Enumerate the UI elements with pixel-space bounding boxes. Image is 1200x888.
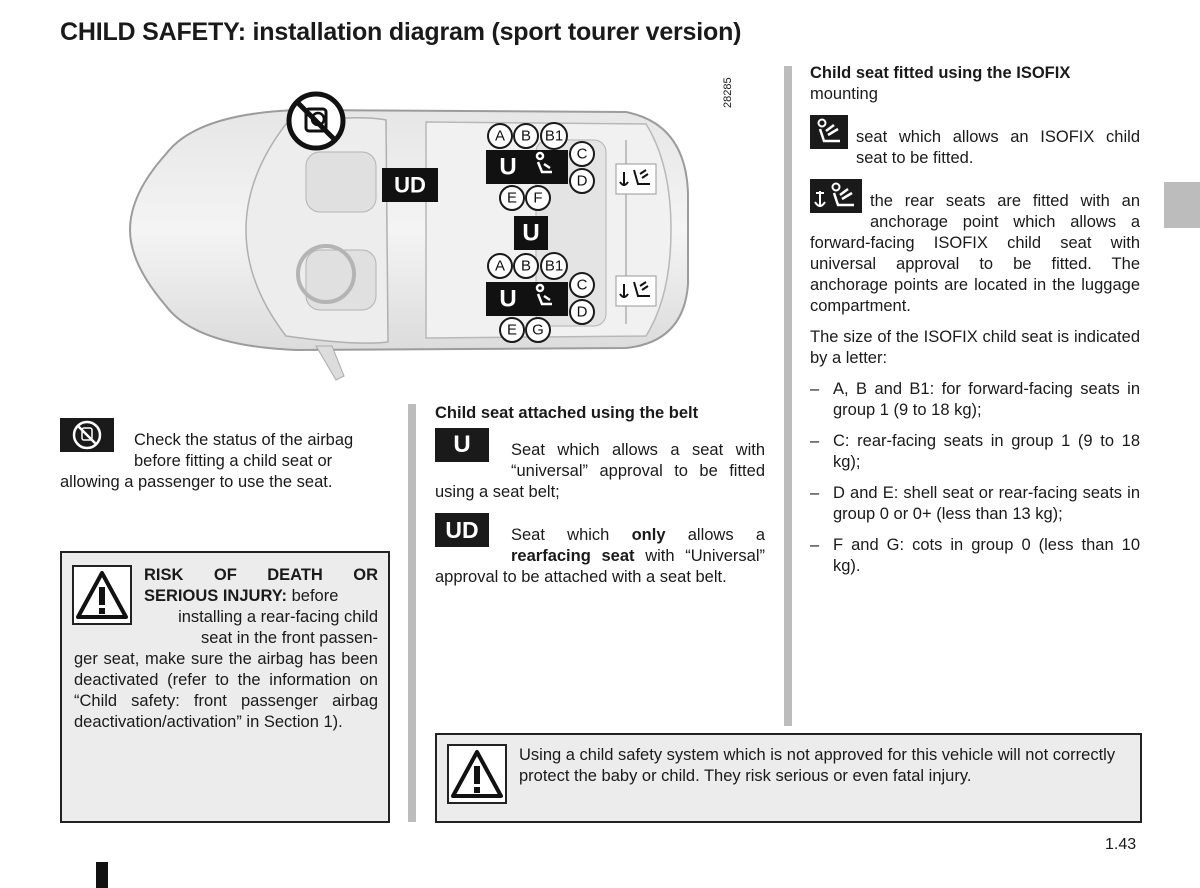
page-number: 1.43 — [1105, 836, 1137, 853]
warning-bottom-text: Using a child safety system which is not approved for this vehicle will not correctly protect the baby or child. They risk serious or even fatal injury. — [519, 746, 1116, 785]
airbag-deactivated-icon — [289, 94, 343, 148]
airbag-note — [60, 418, 390, 493]
isofix-anchor-icon — [810, 179, 862, 213]
size-letter: B1 — [544, 127, 564, 145]
figure-code: 28285 — [722, 77, 734, 108]
isofix-anchor-seat-icon — [616, 164, 656, 194]
column-divider-right — [784, 66, 792, 726]
size-letter: D — [576, 303, 588, 321]
section-tab — [1164, 182, 1200, 228]
car-seating-diagram — [126, 84, 692, 384]
list-item: – A, B and B1: for forward-facing seats in group 1 (9 to 18 kg); — [810, 379, 1140, 421]
corner-mark — [96, 862, 108, 888]
size-letter: C — [576, 276, 588, 294]
isofix-size-text: The size of the ISOFIX child seat is indicated by a letter: — [810, 328, 1140, 367]
isofix-section — [810, 63, 1140, 587]
side-mirror — [316, 346, 344, 380]
size-letter: B — [520, 257, 532, 275]
u-rear-middle-label: U — [522, 219, 540, 247]
ud-front-label: UD — [394, 172, 426, 198]
warning-box-left — [60, 551, 390, 823]
warning-heading: RISK OF DEATH OR SERIOUS INJURY: — [144, 566, 378, 605]
airbag-note-rest: before fitting a child seat or allowing a passenger to use the seat. — [60, 452, 333, 491]
warning-rest: ger seat, make sure the airbag has been deactivated (refer to the information on “Child safety: front passenger airbag deactivation/activation” in Section 1). — [74, 650, 378, 731]
size-letter: G — [532, 321, 544, 339]
airbag-off-icon — [60, 418, 114, 452]
isofix-heading2: mounting — [810, 85, 878, 103]
isofix-heading: Child seat fitted using the ISOFIX — [810, 64, 1071, 82]
column-divider-middle — [408, 404, 416, 822]
warning-line2: installing a rear-facing child — [178, 608, 378, 626]
u-rear-bottom-label: U — [499, 285, 517, 313]
ud-symbol: UD — [435, 513, 489, 547]
isofix-anchor-seat-icon — [616, 276, 656, 306]
size-letter: E — [506, 321, 518, 339]
u-symbol: U — [435, 428, 489, 462]
isofix-seat-icon — [810, 115, 848, 149]
belt-section — [435, 403, 765, 588]
page-title: CHILD SAFETY: installation diagram (sport tourer version) — [60, 18, 742, 46]
front-seat-left — [306, 152, 376, 212]
size-letter: C — [576, 145, 588, 163]
airbag-note-first: Check the status of the airbag — [134, 431, 354, 449]
u-rear-top-label: U — [499, 153, 517, 181]
size-letter: F — [533, 189, 543, 207]
size-letter: A — [494, 257, 506, 275]
size-letter: B — [520, 127, 532, 145]
ud-description: Seat which only allows a rearfacing seat with “Universal” approval to be attached with a seat belt. — [435, 526, 765, 586]
size-letter: B1 — [544, 257, 564, 275]
isofix-anchor-text: the rear seats are fitted with an anchorage point which allows a forward-facing ISOFIX child seat with universal approval to be fitted. The anchorage points are located in the luggage compartment. — [810, 192, 1140, 315]
u-description: Seat which allows a seat with “universal” approval to be fitted using a seat belt; — [435, 441, 765, 501]
warning-line1: before — [291, 587, 339, 605]
belt-heading: Child seat attached using the belt — [435, 404, 699, 422]
list-item: – D and E: shell seat or rear-facing seats in group 0 or 0+ (less than 13 kg); — [810, 483, 1140, 525]
list-item: – F and G: cots in group 0 (less than 10 kg). — [810, 535, 1140, 577]
size-letter: A — [494, 127, 506, 145]
isofix-size-list — [810, 379, 1140, 577]
isofix-seat-text: seat which allows an ISOFIX child seat to be fitted. — [856, 128, 1140, 167]
list-item: – C: rear-facing seats in group 1 (9 to 18 kg); — [810, 431, 1140, 473]
warning-line3: seat in the front passen- — [200, 629, 378, 647]
warning-box-bottom — [435, 733, 1142, 823]
warning-icon — [447, 744, 507, 804]
size-letter: E — [506, 189, 518, 207]
size-letter: D — [576, 172, 588, 190]
